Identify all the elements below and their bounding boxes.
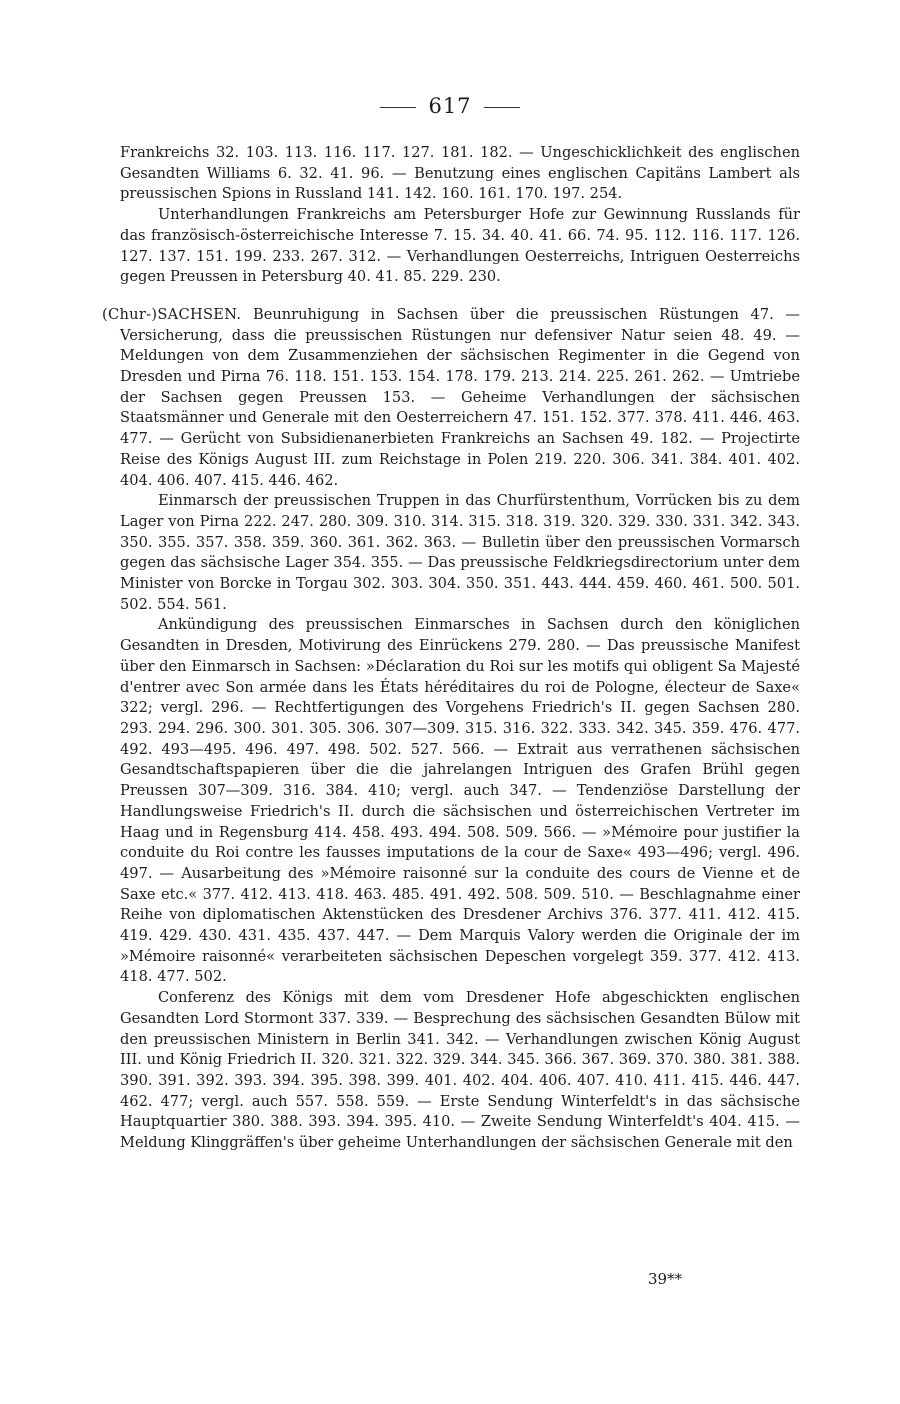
paragraph-text: Einmarsch der preussischen Truppen in das Churfürstenthum, Vorrücken bis zu dem Lager von Pirna 222. 247. 280. 309. 310. 314. 315. 318. 319. 320. 329. 330. 331. 342. 343. 350. 355. 357. 358. 359. 360. 361. 362. 363. — Bulletin über den preussischen Vormarsch gegen das sächsische Lager 354. 355. — Das preussische Feldkriegsdirectorium unter dem Minister von Borcke in Torgau 302. 303. 304. 350. 351. 443. 444. 459. 460. 461. 500. 501. 502. 554. 561. [120, 492, 800, 613]
index-paragraph [120, 491, 800, 615]
paragraph-text: Ankündigung des preussischen Einmarsches in Sachsen durch den königlichen Gesandten in Dresden, Motivirung des Einrückens 279. 280. — Das preussische Manifest über den Einmarsch in Sachsen: »Déclaration du Roi sur les motifs qui obligent Sa Majesté d'entrer avec Son armée dans les États héréditaires du roi de Pologne, électeur de Saxe« 322; vergl. 296. — Rechtfertigungen des Vorgehens Friedrich's II. gegen Sachsen 280. 293. 294. 296. 300. 301. 305. 306. 307—309. 315. 316. 322. 333. 342. 345. 359. 476. 477. 492. 493—495. 496. 497. 498. 502. 527. 566. — Extrait aus verrathenen sächsischen Gesandtschaftspapieren über die die jahrelangen Intriguen des Grafen Brühl gegen Preussen 307—309. 316. 384. 410; vergl. auch 347. — Tendenziöse Darstellung der Handlungsweise Friedrich's II. durch die sächsischen und österreichischen Vertreter im Haag und in Regensburg 414. 458. 493. 494. 508. 509. 566. — »Mémoire pour justifier la conduite du Roi contre les fausses imputations de la cour de Saxe« 493—496; vergl. 496. 497. — Ausarbeitung des »Mémoire raisonné sur la conduite des cours de Vienne et de Saxe etc.« 377. 412. 413. 418. 463. 485. 491. 492. 508. 509. 510. — Beschlagnahme einer Reihe von diplomatischen Aktenstücken des Dresdener Archivs 376. 377. 411. 412. 415. 419. 429. 430. 431. 435. 437. 447. — Dem Marquis Valory werden die Originale der im »Mémoire raisonné« verarbeiteten sächsischen Depeschen vorgelegt 359. 377. 412. 413. 418. 477. 502. [120, 616, 800, 986]
index-paragraph [120, 205, 800, 288]
header-rule-right [484, 107, 520, 108]
paragraph-text: Conferenz des Königs mit dem vom Dresdener Hofe abgeschickten englischen Gesandten Lord Stormont 337. 339. — Besprechung des sächsischen Gesandten Bülow mit den preussischen Ministern in Berlin 341. 342. — Verhandlungen zwischen König August III. und König Friedrich II. 320. 321. 322. 329. 344. 345. 366. 367. 369. 370. 380. 381. 388. 390. 391. 392. 393. 394. 395. 398. 399. 401. 402. 404. 406. 407. 410. 411. 415. 446. 447. 462. 477; vergl. auch 557. 558. 559. — Erste Sendung Winterfeldt's in das sächsische Hauptquartier 380. 388. 393. 394. 395. 410. — Zweite Sendung Winterfeldt's 404. 415. — Meldung Klinggräffen's über geheime Unterhandlungen der sächsischen Generale mit den [120, 989, 800, 1152]
paragraph-text: Beunruhigung in Sachsen über die preussischen Rüstungen 47. — Versicherung, dass die preussischen Rüstungen nur defensiver Natur seien 48. 49. — Meldungen von dem Zusammenziehen der sächsischen Regimenter in die Gegend von Dresden und Pirna 76. 118. 151. 153. 154. 178. 179. 213. 214. 225. 261. 262. — Umtriebe der Sachsen gegen Preussen 153. — Geheime Verhandlungen der sächsischen Staatsmänner und Generale mit den Oesterreichern 47. 151. 152. 377. 378. 411. 446. 463. 477. — Gerücht von Subsidienanerbieten Frankreichs an Sachsen 49. 182. — Projectirte Reise des Königs August III. zum Reichstage in Polen 219. 220. 306. 341. 384. 401. 402. 404. 406. 407. 415. 446. 462. [120, 305, 800, 489]
index-paragraph [120, 143, 800, 205]
printer-signature-mark: 39** [648, 1270, 683, 1288]
index-paragraph [120, 615, 800, 988]
paragraph-text: Frankreichs 32. 103. 113. 116. 117. 127. 181. 182. — Ungeschicklichkeit des englischen Gesandten Williams 6. 32. 41. 96. — Benutzung eines englischen Capitäns Lambert als preussischen Spions in Russland 141. 142. 160. 161. 170. 197. 254. [120, 144, 800, 203]
index-paragraph [120, 988, 800, 1154]
paragraph-text: Unterhandlungen Frankreichs am Petersburger Hofe zur Gewinnung Russlands für das französisch-österreichische Interesse 7. 15. 34. 40. 41. 66. 74. 95. 112. 116. 117. 126. 127. 137. 151. 199. 233. 267. 312. — Verhandlungen Oesterreichs, Intriguen Oesterreichs gegen Preussen in Petersburg 40. 41. 85. 229. 230. [120, 206, 800, 286]
page-number: 617 [428, 94, 472, 118]
header-rule-left [380, 107, 416, 108]
index-section-entry [102, 305, 800, 491]
index-text-body [102, 143, 800, 1154]
section-heading: (Chur-)SACHSEN. [102, 305, 242, 323]
page-header [0, 94, 900, 118]
